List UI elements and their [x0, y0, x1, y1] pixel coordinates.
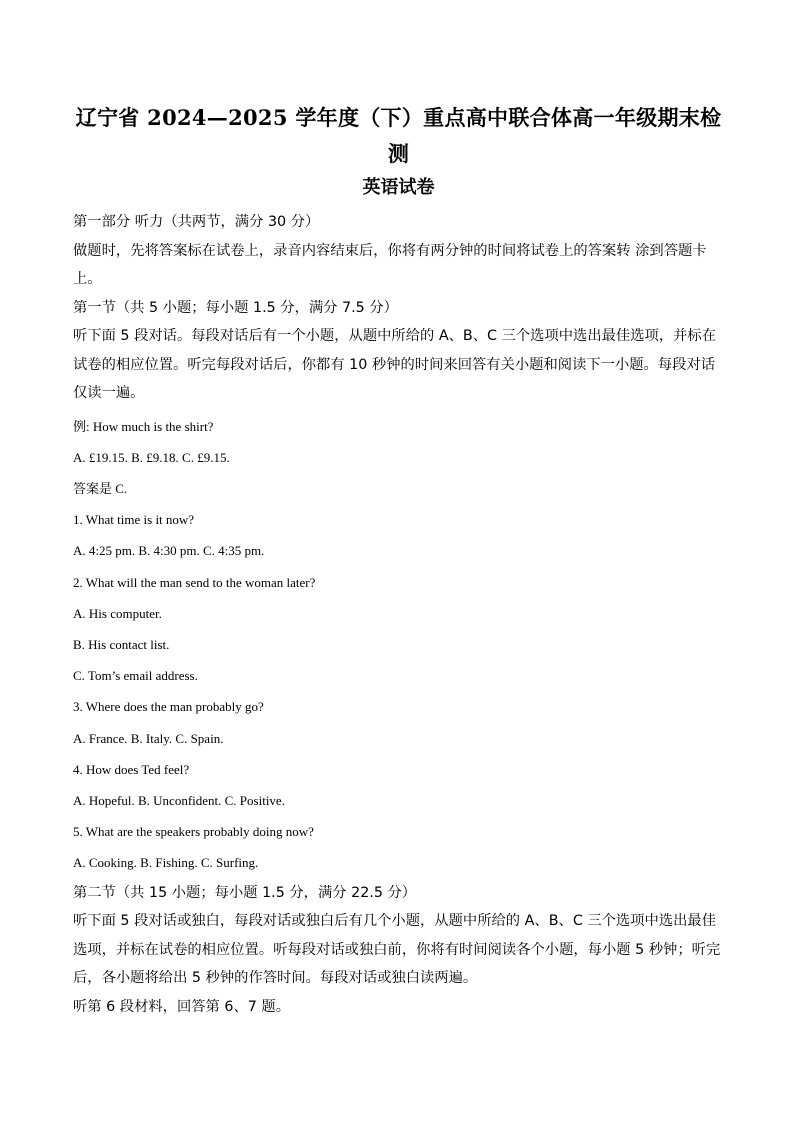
example-question: 例: How much is the shirt? [73, 418, 214, 434]
part1-heading: 第一部分 听力（共两节，满分 30 分） [73, 214, 320, 230]
section1-instruction: 听下面 5 段对话。每段对话后有一个小题，从题中所给的 A、B、C 三个选项中选出最佳选项，并标在试卷的相应位置。听完每段对话后，你都有 10 秒钟的时间来回答有关小题和阅读下一小题。每段对话仅读一遍。 [73, 328, 717, 401]
material-note: 听第 6 段材料，回答第 6、7 题。 [73, 998, 291, 1015]
section2-instruction: 听下面 5 段对话或独白，每段对话或独白后有几个小题，从题中所给的 A、B、C 三个选项中选出最佳选项，并标在试卷的相应位置。听每段对话或独白前，你将有时间阅读各个小题，每小题 5 秒钟；听完后，各小题将给出 5 秒钟的作答时间。每段对话或独白读两遍。 [73, 913, 721, 987]
example-options: A. £19.15. B. £9.18. C. £9.15. [73, 449, 230, 465]
example-answer: 答案是 C. [73, 480, 128, 496]
exam-subtitle: 英语试卷 [362, 177, 435, 198]
question-3-options: A. France. B. Italy. C. Spain. [73, 730, 224, 746]
question-1-options: A. 4:25 pm. B. 4:30 pm. C. 4:35 pm. [73, 543, 265, 559]
question-2-option-b: B. His contact list. [73, 636, 170, 652]
section2-heading: 第二节（共 15 小题；每小题 1.5 分，满分 22.5 分） [73, 884, 417, 901]
question-3: 3. Where does the man probably go? [73, 699, 264, 715]
question-4-options: A. Hopeful. B. Unconfident. C. Positive. [73, 792, 285, 808]
part1-instruction: 做题时，先将答案标在试卷上，录音内容结束后，你将有两分钟的时间将试卷上的答案转 涂到答题卡上。 [73, 242, 707, 287]
section1-heading: 第一节（共 5 小题；每小题 1.5 分，满分 7.5 分） [73, 299, 398, 316]
question-2-option-c: C. Tom’s email address. [73, 668, 198, 684]
question-1: 1. What time is it now? [73, 512, 195, 528]
question-5-options: A. Cooking. B. Fishing. C. Surfing. [73, 855, 259, 871]
question-2-option-a: A. His computer. [73, 605, 162, 621]
question-2: 2. What will the man send to the woman later? [73, 574, 316, 590]
question-5: 5. What are the speakers probably doing now? [73, 824, 314, 840]
exam-title: 辽宁省 2024—2025 学年度（下）重点高中联合体高一年级期末检测 [75, 105, 722, 166]
question-4: 4. How does Ted feel? [73, 761, 190, 777]
